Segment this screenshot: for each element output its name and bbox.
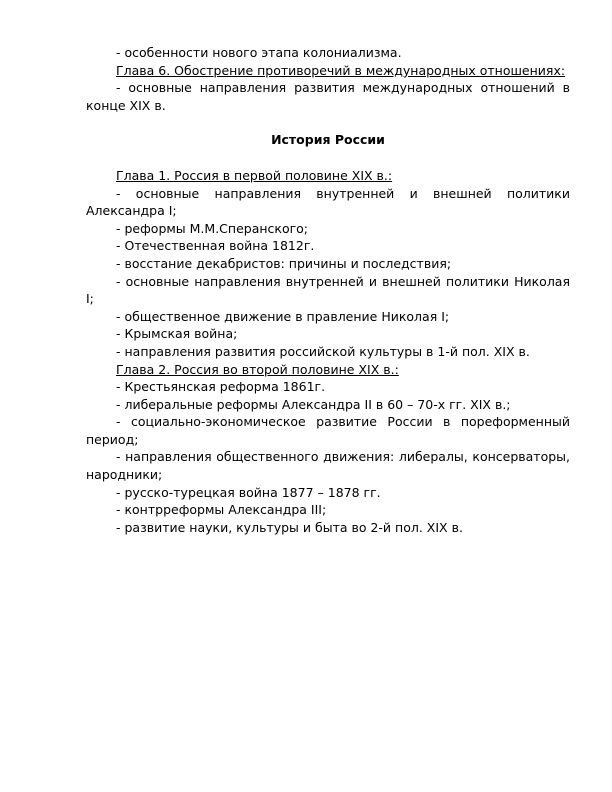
list-item: - направления общественного движения: либералы, консерваторы, народники; xyxy=(86,449,570,483)
section-title: История России xyxy=(271,132,385,148)
list-item: - социально-экономическое развитие России в пореформенный период; xyxy=(86,414,570,447)
list-item: - основные направления внутренней и внешней политики Николая I; xyxy=(86,273,570,307)
list-item: - Отечественная война 1812г. xyxy=(116,238,315,254)
list-item: - восстание декабристов: причины и последствия; xyxy=(116,255,452,271)
chapter-heading: Глава 1. Россия в первой половине XIX в.: xyxy=(116,167,393,183)
list-item: - реформы М.М.Сперанского; xyxy=(116,220,309,236)
chapter-heading: Глава 2. Россия во второй половине XIX в.: xyxy=(116,361,399,377)
list-item: - Крестьянская реформа 1861г. xyxy=(116,379,326,395)
list-item: - русско-турецкая война 1877 – 1878 гг. xyxy=(116,484,381,500)
text-line: - основные направления развития международных отношений в конце XIX в. xyxy=(86,80,570,113)
list-item: - развитие науки, культуры и быта во 2-й пол. XIX в. xyxy=(116,519,463,535)
list-item: - общественное движение в правление Николая I; xyxy=(116,308,450,324)
text-line: - особенности нового этапа колониализма. xyxy=(116,45,402,60)
list-item: - контрреформы Александра III; xyxy=(116,502,327,518)
chapter-heading: Глава 6. Обострение противоречий в международных отношениях: xyxy=(116,62,566,78)
list-item: - либеральные реформы Александра II в 60 – 70-х гг. XIX в.; xyxy=(116,396,511,412)
list-item: - направления развития российской культуры в 1-й пол. XIX в. xyxy=(116,343,530,359)
document-page xyxy=(86,44,570,536)
list-item: - Крымская война; xyxy=(116,326,238,342)
list-item: - основные направления внутренней и внешней политики Александра I; xyxy=(86,185,570,219)
